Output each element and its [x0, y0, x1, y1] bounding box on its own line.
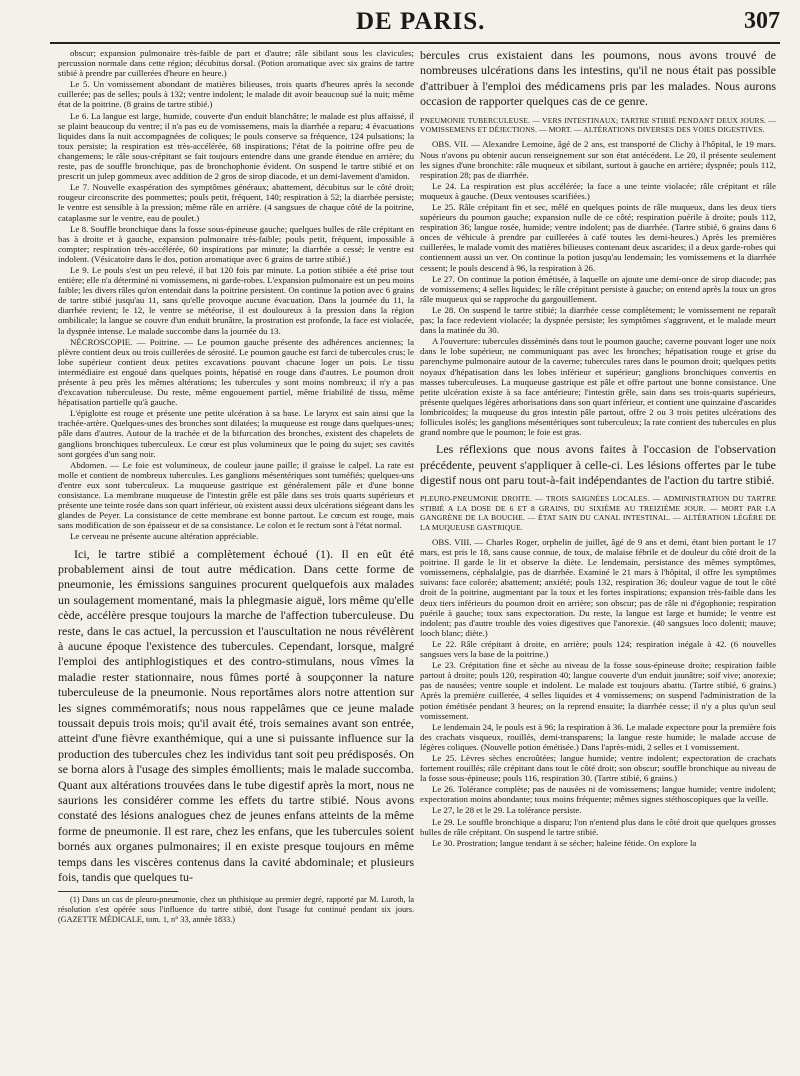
commentary-paragraph: Les réflexions que nous avons faites à l'occasion de l'observation précédente, peuvent s'appliquer à celle-ci. Les lésions offertes par le tube digestif nous ont paru tout-à-fait indépendantes de l'action du tartre stibié.	[420, 442, 776, 487]
case-paragraph: OBS. VIII. — Charles Roger, orphelin de juillet, âgé de 9 ans et demi, étant bien portant le 17 mars, est pris le 18, sans cause connue, de toux, de malaise fébrile et de douleur du côté droit de la poitrine. Il garde le lit et observe la diète. Le lendemain, persistance des mêmes symptômes, vomissemens, céphalalgie, pas de diarrhée. Examiné le 21 mars à l'hôpital, il offre les symptômes suivans: face colorée; abattement; anxiété; pouls 132, respiration 36; douleur vague de tout le côté droit de la poitrine, augmentant par la toux et les fortes inspirations; expansion très-faible dans les deux tiers inférieurs du poumon droit en arrière; son obscur; pas de râle ni d'égophonie; respiration puérile à gauche; toux sans expectoration. Du reste, la langue est large et humide; le ventre est indolent; pas d'autre trouble des voies digestives que l'anorexie. (40 sangsues loco dolenti; mauve; looch blanc; diète.)	[420, 537, 776, 638]
header-rule	[50, 42, 780, 44]
intro-paragraph: bercules crus existaient dans les poumons, nous avons trouvé de nombreuses ulcérations dans les intestins, qu'il ne nous était pas possible d'attribuer à l'emploi des médicamens pris par les malades. Nous aurons occasion de rapporter quelques cas de ce genre.	[420, 48, 776, 109]
case-paragraph: Le lendemain 24, le pouls est à 96; la respiration à 36. Le malade expectore pour la première fois des crachats visqueux, rouillés, demi-transparens; la langue reste humide; le malade accuse de légères coliques. (Nouvelle potion émétisée.) Dans l'après-midi, 2 selles et 1 vomissement.	[420, 721, 776, 752]
left-column	[58, 48, 414, 1070]
case-paragraph: Le 7. Nouvelle exaspération des symptômes généraux; abattement, décubitus sur le côté droit; rougeur circonscrite des pommettes; pouls petit, fréquent, 140; respiration à 52; la diarrhée persiste; le ventre est sensible à la pression; même râle en arrière. (4 sangsues de chaque côté de la poitrine, cataplasme sur le ventre, eau de poulet.)	[58, 182, 414, 223]
autopsy-paragraph: Abdomen. — Le foie est volumineux, de couleur jaune paille; il graisse le calpel. La rate est molle et contient de nombreux tubercules. Les ganglions mésentériques sont tuméfiés; quelques-uns d'entre eux sont tuberculeux. La muqueuse gastrique est généralement pâle et d'une bonne consistance. La membrane muqueuse de l'intestin grêle est pâle dans ses trois quarts supérieurs et présente une teinte rosée dans son quart inférieur, où existent aussi deux ulcérations siégeant dans les glandes de Peyer. La consistance de cette membrane est bonne partout. Le cœcum est rouge, mais sans modification de son épaisseur et de sa consistance. Le colon et le rectum sont à l'état normal.	[58, 459, 414, 531]
case-paragraph: Le 27, le 28 et le 29. La tolérance persiste.	[432, 805, 582, 816]
case-paragraph: Le 26. Tolérance complète; pas de nausées ni de vomissemens; langue humide; ventre indolent; expectoration moins abondante; toux moins fréquente; mêmes signes stéthoscopiques que la veille.	[420, 784, 776, 805]
page-number: 307	[744, 8, 780, 34]
case-paragraph: Le 28. On suspend le tartre stibié; la diarrhée cesse complètement; le vomissement ne reparaît pas; la face redevient violacée; la dyspnée persiste; les symptômes s'aggravent, et le malade meurt dans la matinée du 30.	[420, 304, 776, 336]
case-paragraph: Le 22. Râle crépitant à droite, en arrière; pouls 124; respiration inégale à 42. (6 nouvelles sangsues vers la base de la poitrine.)	[420, 638, 776, 660]
right-column	[420, 48, 776, 1070]
autopsy-paragraph: NÉCROSCOPIE. — Poitrine. — Le poumon gauche présente des adhérences anciennes; la plèvre contient deux ou trois cuillerées de sérosité. Le poumon gauche est farci de tubercules crus; le lobe supérieur contient deux petites excavations pouvant chacune loger un pois. Le tissu intermédiaire est engoué dans quelques points, hépatisé en rouge dans d'autres. Le poumon droit présente à peu près les mêmes altérations; les tubercules y sont moins nombreux; il n'y a pas d'excavation tuberculeuse. Du reste, même engouement partiel, même friabilité de tissu, même hépatisation partielle qu'à gauche.	[58, 336, 414, 408]
case-paragraph: Le 9. Le pouls s'est un peu relevé, il bat 120 fois par minute. La potion stibiée a été prise tout entière; elle n'a déterminé ni vomissemens, ni garde-robes. L'expansion pulmonaire est un peu moins faible; les divers râles qu'on entendait dans la poitrine persistent. On continue la potion avec 6 grains de tartre stibié jusqu'au 11, sans qu'elle provoque aucune évacuation. Dans la journée du 11, la diarrhée revient; le 12, le ventre se météorise, il est douloureux à la pression dans la région ombilicale; la langue se couvre d'un enduit brunâtre, la prostration est profonde, la face est violacée, la dyspnée intense. Le malade succombe dans la journée du 13.	[58, 264, 414, 336]
case-paragraph: Le 29. Le souffle bronchique a disparu; l'on n'entend plus dans le côté droit que quelques grosses bulles de râle crépitant. On suspend le tartre stibié.	[420, 816, 776, 837]
case-paragraph: Le 6. La langue est large, humide, couverte d'un enduit blanchâtre; le malade est plus affaissé, il se plaint beaucoup du ventre; il n'a pas eu de vomissemens, mais la diarrhée a reparu; 4 évacuations liquides dans la nuit accompagnées de coliques; le pouls conserve sa fréquence, 124 pulsations; la toux persiste; la respiration est très-accélérée, 68 inspirations; l'état de la poitrine offre peu de changemens; le râle sous-crépitant se fait toujours entendre dans une grande étendue en arrière; du reste, pas de souffle bronchique, pas de bronchophonie évident. On suspend le tartre stibié et on prescrit un julep gommeux avec addition de 2 gros de sirop diacode, et un demi-lavement d'amidon.	[58, 110, 414, 182]
case-paragraph: Le 30. Prostration; langue tendant à se sécher; haleine fétide. On explore la	[432, 837, 697, 848]
autopsy-paragraph: L'épiglotte est rouge et présente une petite ulcération à sa base. Le larynx est sain ainsi que la trachée-artère. Quelques-unes des bronches sont dilatées; la muqueuse est rouge dans quelques-unes; pâle dans d'autres. Autour de la trachée et de la bifurcation des bronches, existent des chapelets de ganglions bronchiques tuberculeux. Le cœur est plus volumineux que le poing du sujet; ses cavités sont gorgées d'un sang noir.	[58, 408, 414, 459]
case-paragraph: Le 27. On continue la potion émétisée, à laquelle on ajoute une demi-once de sirop diacode; pas de vomissemens; 4 selles liquides; le râle crépitant persiste à gauche; on entend après la toux un gros râle muqueux qui se rapproche du gargouillement.	[420, 273, 776, 304]
case-paragraph: Le 25. Lèvres sèches encroûtées; langue humide; ventre indolent; expectoration de crachats fortement rouillés; râle crépitant dans tout le côté droit; son obscur; souffle bronchique au niveau de la fosse sous-épineuse; pouls 116, respiration 30. (Tartre stibié, 6 grains.)	[420, 752, 776, 784]
autopsy-paragraph: Le cerveau ne présente aucune altération appréciable.	[70, 531, 259, 542]
case-paragraph: OBS. VII. — Alexandre Lemoine, âgé de 2 ans, est transporté de Clichy à l'hôpital, le 19 mars. Nous n'avons pu obtenir aucun renseignement sur son état antécédent. Le 20, il présente seulement les signes d'une bronchite: râle muqueux et sibilant, surtout à gauche en arrière; dyspnée; pouls 112, respiration 28; pas de diarrhée.	[420, 139, 776, 180]
case-paragraph: Le 24. La respiration est plus accélérée; la face a une teinte violacée; râle crépitant et râle muqueux à gauche. (Deux ventouses scarifiées.)	[420, 180, 776, 201]
footnote: (1) Dans un cas de pleuro-pneumonie, chez un phthisique au premier degré, rapporté par M. Luroth, la résolution s'est opérée sous l'influence du tartre stibié, dont l'usage fut continué pendant six jours. (GAZETTE MÉDICALE, tom. 1, n° 33, année 1833.)	[58, 895, 414, 924]
case-paragraph: Le 25. Râle crépitant fin et sec, mêlé en quelques points de râle muqueux, dans les deux tiers supérieurs du poumon gauche; expansion nulle de ce côté; respiration puérile à droite; pouls 112, respiration 36; langue rosée, humide; ventre indolent; pas de diarrhée. (Tartre stibié, 6 grains dans 6 onces de véhicule à prendre par cuillerées à café toutes les demi-heures.) Après les premières cuillerées, le malade vomit des matières bilieuses contenant deux ascarides; il a deux garde-robes qui contiennent aussi un ver. On continue la potion jusqu'au lendemain; les vomissemens et la diarrhée cessent; le pouls descend à 96, la respiration à 26.	[420, 202, 776, 273]
case-paragraph: obscur; expansion pulmonaire très-faible de part et d'autre; râle sibilant sous les clavicules; percussion normale dans cette région; décubitus dorsal. (Potion aromatique avec six grains de tartre stibié à prendre par cuillerées d'heure en heure.)	[58, 48, 414, 79]
section-heading-obs8: PLEURO-PNEUMONIE DROITE. — TROIS SAIGNÉES LOCALES. — ADMINISTRATION DU TARTRE STIBIÉ A LA DOSE DE 6 ET 8 GRAINS, DU SIXIÈME AU TREIZIÈME JOUR. — MORT PAR LA GANGRÈNE DE LA BOUCHE. — ÉTAT SAIN DU CANAL INTESTINAL. — ALTÉRATION LÉGÈRE DE LA MUQUEUSE GASTRIQUE.	[420, 494, 776, 532]
case-paragraph: Le 5. Un vomissement abondant de matières bilieuses, trois quarts d'heures après la seconde cuillerée; pas de selles; pouls à 132; ventre indolent; le malade dit avoir beaucoup sué la nuit; même état de la poitrine. (8 grains de tartre stibié.)	[58, 79, 414, 110]
running-title: DE PARIS.	[356, 8, 486, 35]
case-paragraph: Le 8. Souffle bronchique dans la fosse sous-épineuse gauche; quelques bulles de râle crépitant en bas à droite et à gauche, expansion pulmonaire très-faible; pouls petit, fréquent, impossible à compter; respiration très-accélérée, 60 inspirations par minute; la diarrhée a cessé; le ventre est indolent. (Vésicatoire dans le dos, potion aromatique avec 6 grains de tartre stibié.)	[58, 223, 414, 264]
case-paragraph: Le 23. Crépitation fine et sèche au niveau de la fosse sous-épineuse droite; respiration faible partout à droite; pouls 120, respiration 40; langue couverte d'un enduit jaunâtre; soif vive; anorexie; pas de nausées; ventre souple et indolent. Le malade est toujours abattu. (Tartre stibié, 6 grains.) Après la première cuillerée, 4 selles liquides et 4 vomissemens; on suspend l'administration de la potion émétisée pendant 3 heures; on la reprend ensuite; la diarrhée cesse; il n'y a plus qu'un seul vomissement.	[420, 660, 776, 721]
autopsy-paragraph: A l'ouverture: tubercules disséminés dans tout le poumon gauche; caverne pouvant loger une noix dans le lobe supérieur, ne communiquant pas avec les bronches; hépatisation rouge et grise du parenchyme pulmonaire autour de la caverne; tubercules rares dans le poumon droit; quelques petits noyaux d'hépatisation dans les lobes inférieur et supérieur; ganglions bronchiques convertis en masses tuberculeuses. La muqueuse gastrique est pâle et offre partout une bonne consistance. Une petite ulcération existe à sa face antérieure; l'intestin grêle, sain dans ses trois-quarts supérieurs, présente quelques légères arborisations dans son quart inférieur, et contient une quinzaine d'ascarides lombricoïdes; la muqueuse du gros intestin pâle partout, offre 2 ou 3 trois petites ulcérations des follicules isolés; les ganglions mésentériques sont tuberculeux; la rate contient des tubercules en plus grand nombre que le poumon; le foie est gras.	[420, 336, 776, 438]
footnote-rule	[58, 891, 178, 892]
section-heading-obs7: PNEUMONIE TUBERCULEUSE. — VERS INTESTINAUX; TARTRE STIBIÉ PENDANT DEUX JOURS. — VOMISSEMENS ET DÉJECTIONS. — MORT. — ALTÉRATIONS DIVERSES DES VOIES DIGESTIVES.	[420, 115, 776, 135]
commentary-paragraph: Ici, le tartre stibié a complètement échoué (1). Il en eût été probablement ainsi de tout autre médication. Dans cette forme de pneumonie, les émissions sanguines procurent quelquefois aux malades un soulagement momentané, mais la phlegmasie aiguë, lors même qu'elle cède, accélère presque toujours la marche de l'affection tuberculeuse. Du reste, dans le cas actuel, la percussion et l'auscultation ne nous révélèrent à aucune époque l'existence des tubercules. Cependant, lorsque, malgré l'emploi des antiphlogistiques et des contro-stimulans, nous vîmes la maladie rester stationnaire, nous fûmes porté à soupçonner la nature tuberculeuse de la pneumonie. Nous reportâmes alors notre attention sur les signes commémoratifs; nous nous rappelâmes que ce jeune malade toussait depuis trois mois; qu'il avait été, trois semaines avant son entrée, atteint d'une fièvre exanthémique, qui a une si puissante influence sur la production des tubercules chez les individus tant soit peu prédisposés. On se borna alors à l'usage des simples émollients; mais le malade succomba. Quant aux altérations trouvées dans le tube digestif après la mort, nous ne saurions les considérer comme les effets du tartre stibié. Nous avons constaté des lésions analogues chez de jeunes enfans atteints de la même forme de pneumonie. Il est rare, chez les enfans, que les tubercules soient bornés aux organes pulmonaires; il en existe presque toujours en même temps dans les viscères contenus dans la cavité abdominale; et plusieurs fois, tandis que quelques tu-	[58, 546, 414, 885]
page-header	[0, 0, 800, 44]
